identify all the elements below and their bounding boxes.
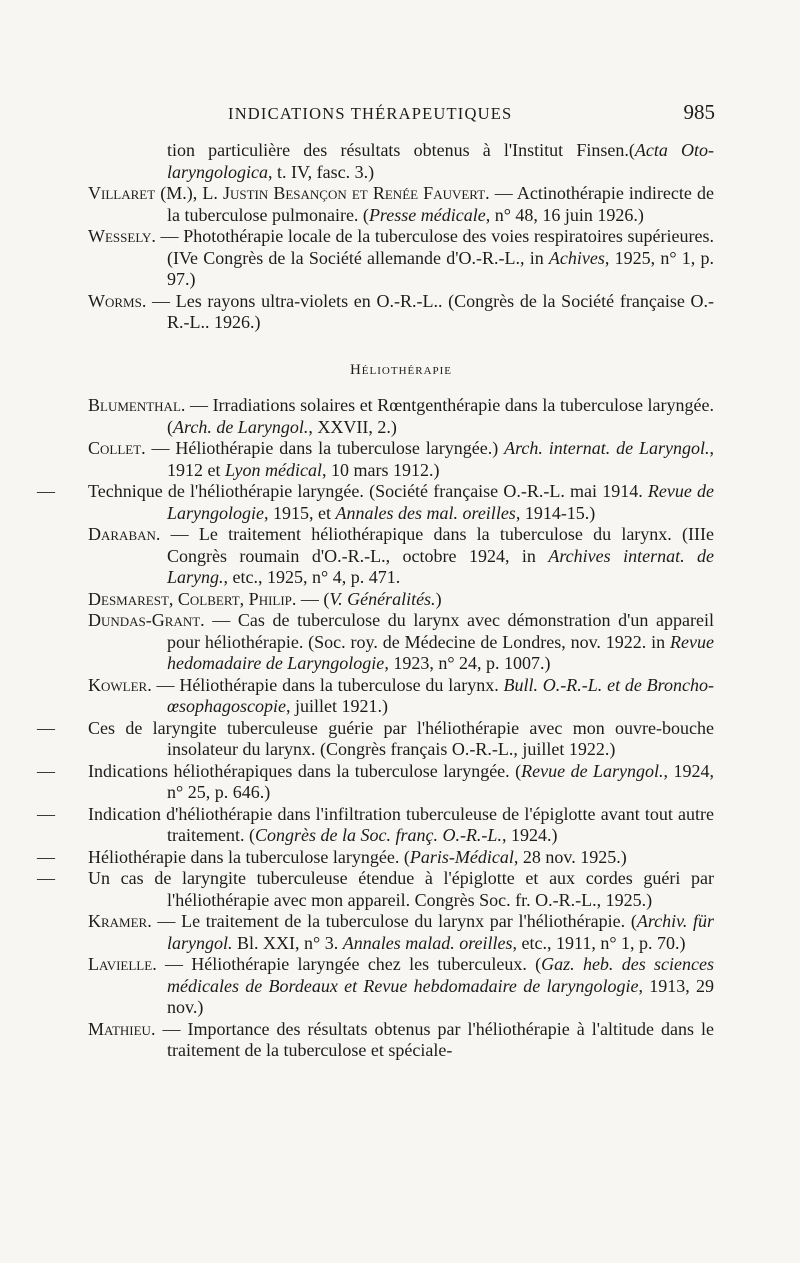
ditto-dash: — [37,868,55,888]
entry-author: Mathieu. [88,1018,156,1039]
entry-text: Ces de laryngite tuberculeuse guérie par l'héliothérapie avec mon ouvre-bouche insolateur du larynx. (Congrès français O.-R.-L., juillet 1922.) [88,717,714,759]
ditto-dash: — [37,846,55,867]
section-actinotherapy [88,140,714,334]
entry-text: — Irradiations solaires et Rœntgenthérapie dans la tuberculose laryngée. ( [167,395,714,437]
entry-text: , 28 nov. 1925.) [513,846,627,867]
entry-source-title: Congrès de la Soc. franç. O.-R.-L. [254,825,502,845]
bibliography-entry [37,481,715,524]
bibliography-entry [88,610,714,675]
entry-text: , 1914-15.) [515,502,596,523]
entry-text: Héliothérapie dans la tuberculose laryngée. ( [88,846,410,867]
entry-text: Indication d'héliothérapie dans l'infiltration tuberculeuse de l'épiglotte avant tout autre traitement. ( [88,803,714,845]
entry-author: Collet. [88,438,146,458]
entry-text: Bl. XXI, n° 3. [232,932,343,953]
entry-text: ) [435,588,442,609]
entry-text: , 10 mars 1912.) [321,459,440,480]
entry-author: Kramer. [88,911,152,931]
bibliography-entry [88,395,714,438]
entry-source-title: Revue de Laryngol. [521,760,664,781]
entry-author: Wessely. [88,226,156,246]
entry-text: , 1923, n° 24, p. 1007.) [384,653,551,673]
entry-source-title: Paris-Médical [409,846,514,867]
entry-author: Daraban. [88,524,161,544]
entry-text: , 1924.) [501,825,558,845]
entry-text: Technique de l'héliothérapie laryngée. (Société française O.-R.-L. mai 1914. [88,481,648,501]
entry-text: , 1925, n° 1, p. 97.) [167,247,714,289]
entry-text: — Importance des résultats obtenus par l'héliothérapie à l'altitude dans le traitement de la tuberculose et spéciale- [155,1018,714,1060]
entry-text: — Les rayons ultra-violets en O.-R.-L.. (Congrès de la Société française O.-R.-L.. 1926.) [146,290,714,332]
entry-text: — Héliothérapie laryngée chez les tuberculeux. ( [156,954,542,974]
entry-source-title: Revue de Laryngologie [167,481,715,523]
entry-source-title: Revue hedomadaire de Laryngologie [167,631,714,673]
running-title: INDICATIONS THÉRAPEUTIQUES [228,104,513,123]
entry-text: , 1913, 29 nov.) [167,975,715,1017]
bibliography-entry [88,911,714,954]
entry-author: Villaret (M.), L. Justin Besançon et Renée Fauvert. [88,183,490,203]
entry-source-title: Archives internat. de Laryng. [167,545,714,587]
entry-text: — Cas de tuberculose du larynx avec démonstration d'un appareil pour héliothérapie. (Soc. roy. de Médecine de Londres, nov. 1922. in [167,610,714,652]
entry-text: , n° 48, 16 juin 1926.) [485,204,644,225]
entry-text: , 1915, et [264,502,336,523]
entry-text: tion particulière des résultats obtenus à l'Institut Finsen.( [167,140,635,160]
bibliography-entry [37,760,714,804]
ditto-dash: — [37,803,55,824]
entry-text: , 1924, n° 25, p. 646.) [167,760,714,802]
entry-source-title: Lyon médical [225,459,322,480]
entry-source-title: Gaz. heb. des sciences médicales de Bordeaux et Revue hebdomadaire de laryngologie [167,954,714,996]
bibliography-entry [88,954,714,1019]
entry-text: , XXVII, 2.) [308,416,397,437]
entry-text: , juillet 1921.) [286,696,388,716]
bibliography-entry [88,226,714,291]
ditto-dash: — [37,481,55,501]
entry-source-title: V. Généralités. [329,588,436,609]
entry-text: Un cas de laryngite tuberculeuse étendue à l'épiglotte et aux cordes guéri par l'héliothérapie avec mon appareil. Congrès Soc. fr. O.-R.-L., 1925.) [88,868,714,910]
entry-author: Worms. [88,290,147,311]
bibliography-entry [37,717,714,761]
bibliography-entry [88,140,714,183]
bibliography-entry [88,291,714,334]
page-number: 985 [683,100,715,124]
entry-text: — Le traitement de la tuberculose du larynx par l'héliothérapie. ( [151,911,637,931]
entry-author: Dundas-Grant. [88,610,205,630]
entry-text: — Le traitement héliothérapique dans la tuberculose du larynx. (IIIe Congrès roumain d'O.-R.-L., octobre 1924, in [160,524,714,566]
bibliography-entry [37,868,714,911]
page-header [0,100,800,130]
entry-author: Kowler. [88,674,152,695]
entry-text: — Actinothérapie indirecte de la tuberculose pulmonaire. ( [167,183,714,225]
entry-text: , 1912 et [167,438,714,480]
entry-text: , t. IV, fasc. 3.) [268,161,375,182]
entry-text: Indications héliothérapiques dans la tuberculose laryngée. ( [88,760,522,781]
bibliography-entry [88,183,714,226]
entry-text: — ( [296,588,330,609]
entry-source-title: Achives [548,247,605,268]
entry-source-title: Archiv. für laryngol. [167,911,715,953]
section-heading: Héliothérapie [349,361,453,378]
bibliography-entry [88,589,714,611]
entry-text: , etc., 1911, n° 1, p. 70.) [512,932,686,953]
entry-text: — Héliothérapie dans la tuberculose du larynx. [151,674,504,695]
entry-source-title: Annales des mal. oreilles [335,502,516,523]
entry-text: — Photothérapie locale de la tuberculose des voies respiratoires supérieures. (IVe Congrès de la Société allemande d'O.-R.-L., in [155,226,714,268]
entry-text: — Héliothérapie dans la tuberculose laryngée.) [145,438,505,458]
bibliography-entry [88,438,714,481]
entry-source-title: Presse médicale [368,204,486,225]
bibliography-entry [37,803,714,847]
section-heliotherapy [37,395,715,1062]
ditto-dash: — [37,717,55,738]
bibliography-entry [88,675,714,718]
bibliography-entry [37,846,714,869]
entry-author: Blumenthal. [88,395,186,415]
entry-source-title: Bull. O.-R.-L. et de Broncho-œsophagoscopie [167,674,714,716]
entry-source-title: Arch. de Laryngol. [173,416,309,437]
bibliography [37,140,715,1062]
entry-text: , etc., 1925, n° 4, p. 471. [223,567,401,587]
entry-source-title: Annales malad. oreilles [342,932,513,953]
bibliography-entry [88,524,714,589]
entry-author: Lavielle. [88,954,157,974]
entry-source-title: Arch. internat. de Laryngol. [504,438,710,458]
bibliography-entry [88,1019,714,1062]
ditto-dash: — [37,760,55,781]
entry-source-title: Acta Oto-laryngologica [167,140,714,182]
entry-author: Desmarest, Colbert, Philip. [88,588,297,609]
